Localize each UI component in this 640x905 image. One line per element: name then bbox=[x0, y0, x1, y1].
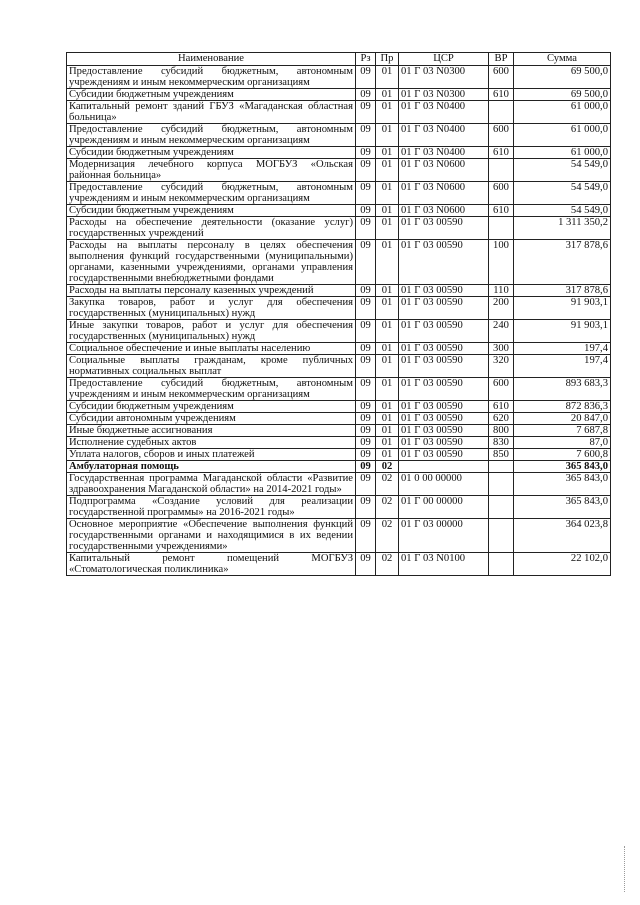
cell-pr: 01 bbox=[376, 217, 399, 240]
cell-name: Социальное обеспечение и иные выплаты населению bbox=[67, 343, 356, 355]
cell-name: Субсидии бюджетным учреждениям bbox=[67, 147, 356, 159]
cell-pr: 02 bbox=[376, 461, 399, 473]
cell-csr: 01 Г 03 00590 bbox=[399, 437, 489, 449]
table-row bbox=[67, 285, 611, 297]
cell-sum: 365 843,0 bbox=[514, 461, 611, 473]
cell-sum: 365 843,0 bbox=[514, 496, 611, 519]
cell-pr: 01 bbox=[376, 124, 399, 147]
table-row bbox=[67, 66, 611, 89]
cell-rz: 09 bbox=[356, 320, 376, 343]
cell-rz: 09 bbox=[356, 473, 376, 496]
cell-csr: 01 Г 03 N0400 bbox=[399, 124, 489, 147]
cell-rz: 09 bbox=[356, 553, 376, 576]
cell-name: Подпрограмма «Создание условий для реализации государственной программы» на 2016-2021 годы» bbox=[67, 496, 356, 519]
cell-csr: 01 Г 03 00590 bbox=[399, 320, 489, 343]
cell-vr: 600 bbox=[489, 378, 514, 401]
table-row bbox=[67, 159, 611, 182]
cell-csr: 01 Г 00 00000 bbox=[399, 496, 489, 519]
cell-rz: 09 bbox=[356, 496, 376, 519]
cell-vr: 610 bbox=[489, 205, 514, 217]
cell-vr: 600 bbox=[489, 182, 514, 205]
cell-vr: 850 bbox=[489, 449, 514, 461]
table-row bbox=[67, 401, 611, 413]
cell-sum: 69 500,0 bbox=[514, 66, 611, 89]
cell-rz: 09 bbox=[356, 519, 376, 553]
cell-name: Модернизация лечебного корпуса МОГБУЗ «Ольская районная больница» bbox=[67, 159, 356, 182]
cell-name: Субсидии бюджетным учреждениям bbox=[67, 401, 356, 413]
cell-pr: 01 bbox=[376, 401, 399, 413]
header-name: Наименование bbox=[67, 53, 356, 66]
cell-sum: 61 000,0 bbox=[514, 101, 611, 124]
cell-vr: 240 bbox=[489, 320, 514, 343]
cell-sum: 54 549,0 bbox=[514, 159, 611, 182]
cell-rz: 09 bbox=[356, 285, 376, 297]
cell-pr: 01 bbox=[376, 343, 399, 355]
cell-sum: 893 683,3 bbox=[514, 378, 611, 401]
cell-csr bbox=[399, 461, 489, 473]
cell-name: Предоставление субсидий бюджетным, автономным учреждениям и иным некоммерческим организациям bbox=[67, 66, 356, 89]
cell-sum: 197,4 bbox=[514, 355, 611, 378]
cell-vr bbox=[489, 519, 514, 553]
cell-sum: 317 878,6 bbox=[514, 240, 611, 285]
table-row bbox=[67, 320, 611, 343]
cell-name: Исполнение судебных актов bbox=[67, 437, 356, 449]
cell-name: Уплата налогов, сборов и иных платежей bbox=[67, 449, 356, 461]
cell-rz: 09 bbox=[356, 461, 376, 473]
cell-pr: 01 bbox=[376, 89, 399, 101]
table-row bbox=[67, 182, 611, 205]
cell-csr: 01 Г 03 00590 bbox=[399, 355, 489, 378]
cell-pr: 02 bbox=[376, 553, 399, 576]
cell-name: Предоставление субсидий бюджетным, автономным учреждениям и иным некоммерческим организациям bbox=[67, 378, 356, 401]
table-row bbox=[67, 378, 611, 401]
cell-rz: 09 bbox=[356, 437, 376, 449]
cell-name: Расходы на обеспечение деятельности (оказание услуг) государственных учреждений bbox=[67, 217, 356, 240]
table-row bbox=[67, 355, 611, 378]
table-row bbox=[67, 147, 611, 159]
cell-pr: 01 bbox=[376, 425, 399, 437]
cell-pr: 02 bbox=[376, 496, 399, 519]
cell-vr: 600 bbox=[489, 66, 514, 89]
cell-rz: 09 bbox=[356, 159, 376, 182]
table-row bbox=[67, 473, 611, 496]
cell-rz: 09 bbox=[356, 297, 376, 320]
cell-vr: 600 bbox=[489, 124, 514, 147]
cell-name: Субсидии автономным учреждениям bbox=[67, 413, 356, 425]
cell-rz: 09 bbox=[356, 89, 376, 101]
table-body bbox=[67, 66, 611, 576]
cell-rz: 09 bbox=[356, 413, 376, 425]
cell-pr: 01 bbox=[376, 437, 399, 449]
cell-pr: 01 bbox=[376, 413, 399, 425]
table-row bbox=[67, 425, 611, 437]
cell-vr bbox=[489, 217, 514, 240]
table-row bbox=[67, 461, 611, 473]
cell-rz: 09 bbox=[356, 182, 376, 205]
cell-vr bbox=[489, 473, 514, 496]
cell-rz: 09 bbox=[356, 240, 376, 285]
cell-csr: 01 Г 03 00590 bbox=[399, 449, 489, 461]
cell-csr: 01 Г 03 00590 bbox=[399, 401, 489, 413]
header-pr: Пр bbox=[376, 53, 399, 66]
cell-sum: 22 102,0 bbox=[514, 553, 611, 576]
table-row bbox=[67, 496, 611, 519]
cell-csr: 01 Г 03 00590 bbox=[399, 240, 489, 285]
cell-pr: 01 bbox=[376, 147, 399, 159]
cell-name: Предоставление субсидий бюджетным, автономным учреждениям и иным некоммерческим организациям bbox=[67, 124, 356, 147]
cell-csr: 01 Г 03 N0600 bbox=[399, 182, 489, 205]
cell-rz: 09 bbox=[356, 378, 376, 401]
table-row bbox=[67, 240, 611, 285]
table-row bbox=[67, 217, 611, 240]
cell-pr: 02 bbox=[376, 519, 399, 553]
table-header-row bbox=[67, 53, 611, 66]
cell-sum: 87,0 bbox=[514, 437, 611, 449]
cell-csr: 01 Г 03 N0400 bbox=[399, 101, 489, 124]
cell-vr bbox=[489, 553, 514, 576]
cell-rz: 09 bbox=[356, 124, 376, 147]
cell-vr bbox=[489, 496, 514, 519]
cell-name: Субсидии бюджетным учреждениям bbox=[67, 89, 356, 101]
cell-rz: 09 bbox=[356, 101, 376, 124]
cell-name: Иные закупки товаров, работ и услуг для обеспечения государственных (муниципальных) нужд bbox=[67, 320, 356, 343]
cell-sum: 54 549,0 bbox=[514, 182, 611, 205]
cell-sum: 54 549,0 bbox=[514, 205, 611, 217]
cell-vr: 610 bbox=[489, 147, 514, 159]
cell-sum: 91 903,1 bbox=[514, 297, 611, 320]
cell-sum: 61 000,0 bbox=[514, 147, 611, 159]
cell-pr: 01 bbox=[376, 240, 399, 285]
cell-vr bbox=[489, 461, 514, 473]
cell-sum: 197,4 bbox=[514, 343, 611, 355]
cell-csr: 01 Г 03 N0100 bbox=[399, 553, 489, 576]
cell-vr: 800 bbox=[489, 425, 514, 437]
cell-pr: 01 bbox=[376, 182, 399, 205]
cell-sum: 872 836,3 bbox=[514, 401, 611, 413]
cell-rz: 09 bbox=[356, 217, 376, 240]
cell-sum: 317 878,6 bbox=[514, 285, 611, 297]
table-row bbox=[67, 437, 611, 449]
cell-sum: 20 847,0 bbox=[514, 413, 611, 425]
cell-sum: 7 600,8 bbox=[514, 449, 611, 461]
table-row bbox=[67, 101, 611, 124]
scan-artifact bbox=[624, 846, 628, 892]
cell-csr: 01 Г 03 N0600 bbox=[399, 205, 489, 217]
table-row bbox=[67, 89, 611, 101]
cell-vr: 110 bbox=[489, 285, 514, 297]
cell-vr: 830 bbox=[489, 437, 514, 449]
cell-vr: 320 bbox=[489, 355, 514, 378]
table-row bbox=[67, 553, 611, 576]
budget-table bbox=[66, 52, 611, 576]
cell-csr: 01 Г 03 00000 bbox=[399, 519, 489, 553]
cell-pr: 02 bbox=[376, 473, 399, 496]
cell-csr: 01 Г 03 N0600 bbox=[399, 159, 489, 182]
cell-sum: 1 311 350,2 bbox=[514, 217, 611, 240]
cell-vr bbox=[489, 101, 514, 124]
header-csr: ЦСР bbox=[399, 53, 489, 66]
cell-name: Социальные выплаты гражданам, кроме публичных нормативных социальных выплат bbox=[67, 355, 356, 378]
cell-pr: 01 bbox=[376, 285, 399, 297]
cell-name: Закупка товаров, работ и услуг для обеспечения государственных (муниципальных) нужд bbox=[67, 297, 356, 320]
cell-sum: 69 500,0 bbox=[514, 89, 611, 101]
cell-pr: 01 bbox=[376, 205, 399, 217]
cell-name: Иные бюджетные ассигнования bbox=[67, 425, 356, 437]
cell-vr bbox=[489, 159, 514, 182]
cell-name: Предоставление субсидий бюджетным, автономным учреждениям и иным некоммерческим организациям bbox=[67, 182, 356, 205]
cell-pr: 01 bbox=[376, 101, 399, 124]
header-sum: Сумма bbox=[514, 53, 611, 66]
table-row bbox=[67, 297, 611, 320]
cell-csr: 01 Г 03 00590 bbox=[399, 413, 489, 425]
cell-csr: 01 Г 03 N0400 bbox=[399, 147, 489, 159]
cell-csr: 01 0 00 00000 bbox=[399, 473, 489, 496]
cell-csr: 01 Г 03 00590 bbox=[399, 378, 489, 401]
cell-pr: 01 bbox=[376, 320, 399, 343]
cell-pr: 01 bbox=[376, 66, 399, 89]
cell-rz: 09 bbox=[356, 343, 376, 355]
cell-csr: 01 Г 03 00590 bbox=[399, 425, 489, 437]
cell-rz: 09 bbox=[356, 449, 376, 461]
cell-name: Расходы на выплаты персоналу в целях обеспечения выполнения функций государственными (муниципальными) органами, казенными учреждениями, органами управления государственными внебюджетными фондами bbox=[67, 240, 356, 285]
cell-rz: 09 bbox=[356, 401, 376, 413]
header-vr: ВР bbox=[489, 53, 514, 66]
table-row bbox=[67, 413, 611, 425]
cell-pr: 01 bbox=[376, 449, 399, 461]
cell-name: Амбулаторная помощь bbox=[67, 461, 356, 473]
cell-rz: 09 bbox=[356, 425, 376, 437]
cell-sum: 7 687,8 bbox=[514, 425, 611, 437]
header-rz: Рз bbox=[356, 53, 376, 66]
table-row bbox=[67, 449, 611, 461]
cell-sum: 364 023,8 bbox=[514, 519, 611, 553]
table-row bbox=[67, 124, 611, 147]
cell-vr: 100 bbox=[489, 240, 514, 285]
table-row bbox=[67, 205, 611, 217]
cell-name: Основное мероприятие «Обеспечение выполнения функций государственными органами и находящимися в их ведении государственными учреждениями» bbox=[67, 519, 356, 553]
cell-csr: 01 Г 03 00590 bbox=[399, 343, 489, 355]
cell-name: Капитальный ремонт зданий ГБУЗ «Магаданская областная больница» bbox=[67, 101, 356, 124]
cell-vr: 200 bbox=[489, 297, 514, 320]
cell-sum: 365 843,0 bbox=[514, 473, 611, 496]
table-row bbox=[67, 343, 611, 355]
cell-csr: 01 Г 03 N0300 bbox=[399, 66, 489, 89]
cell-sum: 91 903,1 bbox=[514, 320, 611, 343]
cell-vr: 620 bbox=[489, 413, 514, 425]
cell-rz: 09 bbox=[356, 355, 376, 378]
cell-csr: 01 Г 03 N0300 bbox=[399, 89, 489, 101]
table-row bbox=[67, 519, 611, 553]
cell-rz: 09 bbox=[356, 205, 376, 217]
cell-rz: 09 bbox=[356, 147, 376, 159]
cell-csr: 01 Г 03 00590 bbox=[399, 217, 489, 240]
cell-name: Субсидии бюджетным учреждениям bbox=[67, 205, 356, 217]
cell-pr: 01 bbox=[376, 355, 399, 378]
cell-sum: 61 000,0 bbox=[514, 124, 611, 147]
cell-vr: 610 bbox=[489, 401, 514, 413]
cell-name: Капитальный ремонт помещений МОГБУЗ «Стоматологическая поликлиника» bbox=[67, 553, 356, 576]
cell-vr: 300 bbox=[489, 343, 514, 355]
cell-pr: 01 bbox=[376, 159, 399, 182]
cell-csr: 01 Г 03 00590 bbox=[399, 297, 489, 320]
cell-rz: 09 bbox=[356, 66, 376, 89]
cell-pr: 01 bbox=[376, 378, 399, 401]
cell-name: Расходы на выплаты персоналу казенных учреждений bbox=[67, 285, 356, 297]
cell-name: Государственная программа Магаданской области «Развитие здравоохранения Магаданской области» на 2014-2021 годы» bbox=[67, 473, 356, 496]
cell-pr: 01 bbox=[376, 297, 399, 320]
cell-csr: 01 Г 03 00590 bbox=[399, 285, 489, 297]
cell-vr: 610 bbox=[489, 89, 514, 101]
